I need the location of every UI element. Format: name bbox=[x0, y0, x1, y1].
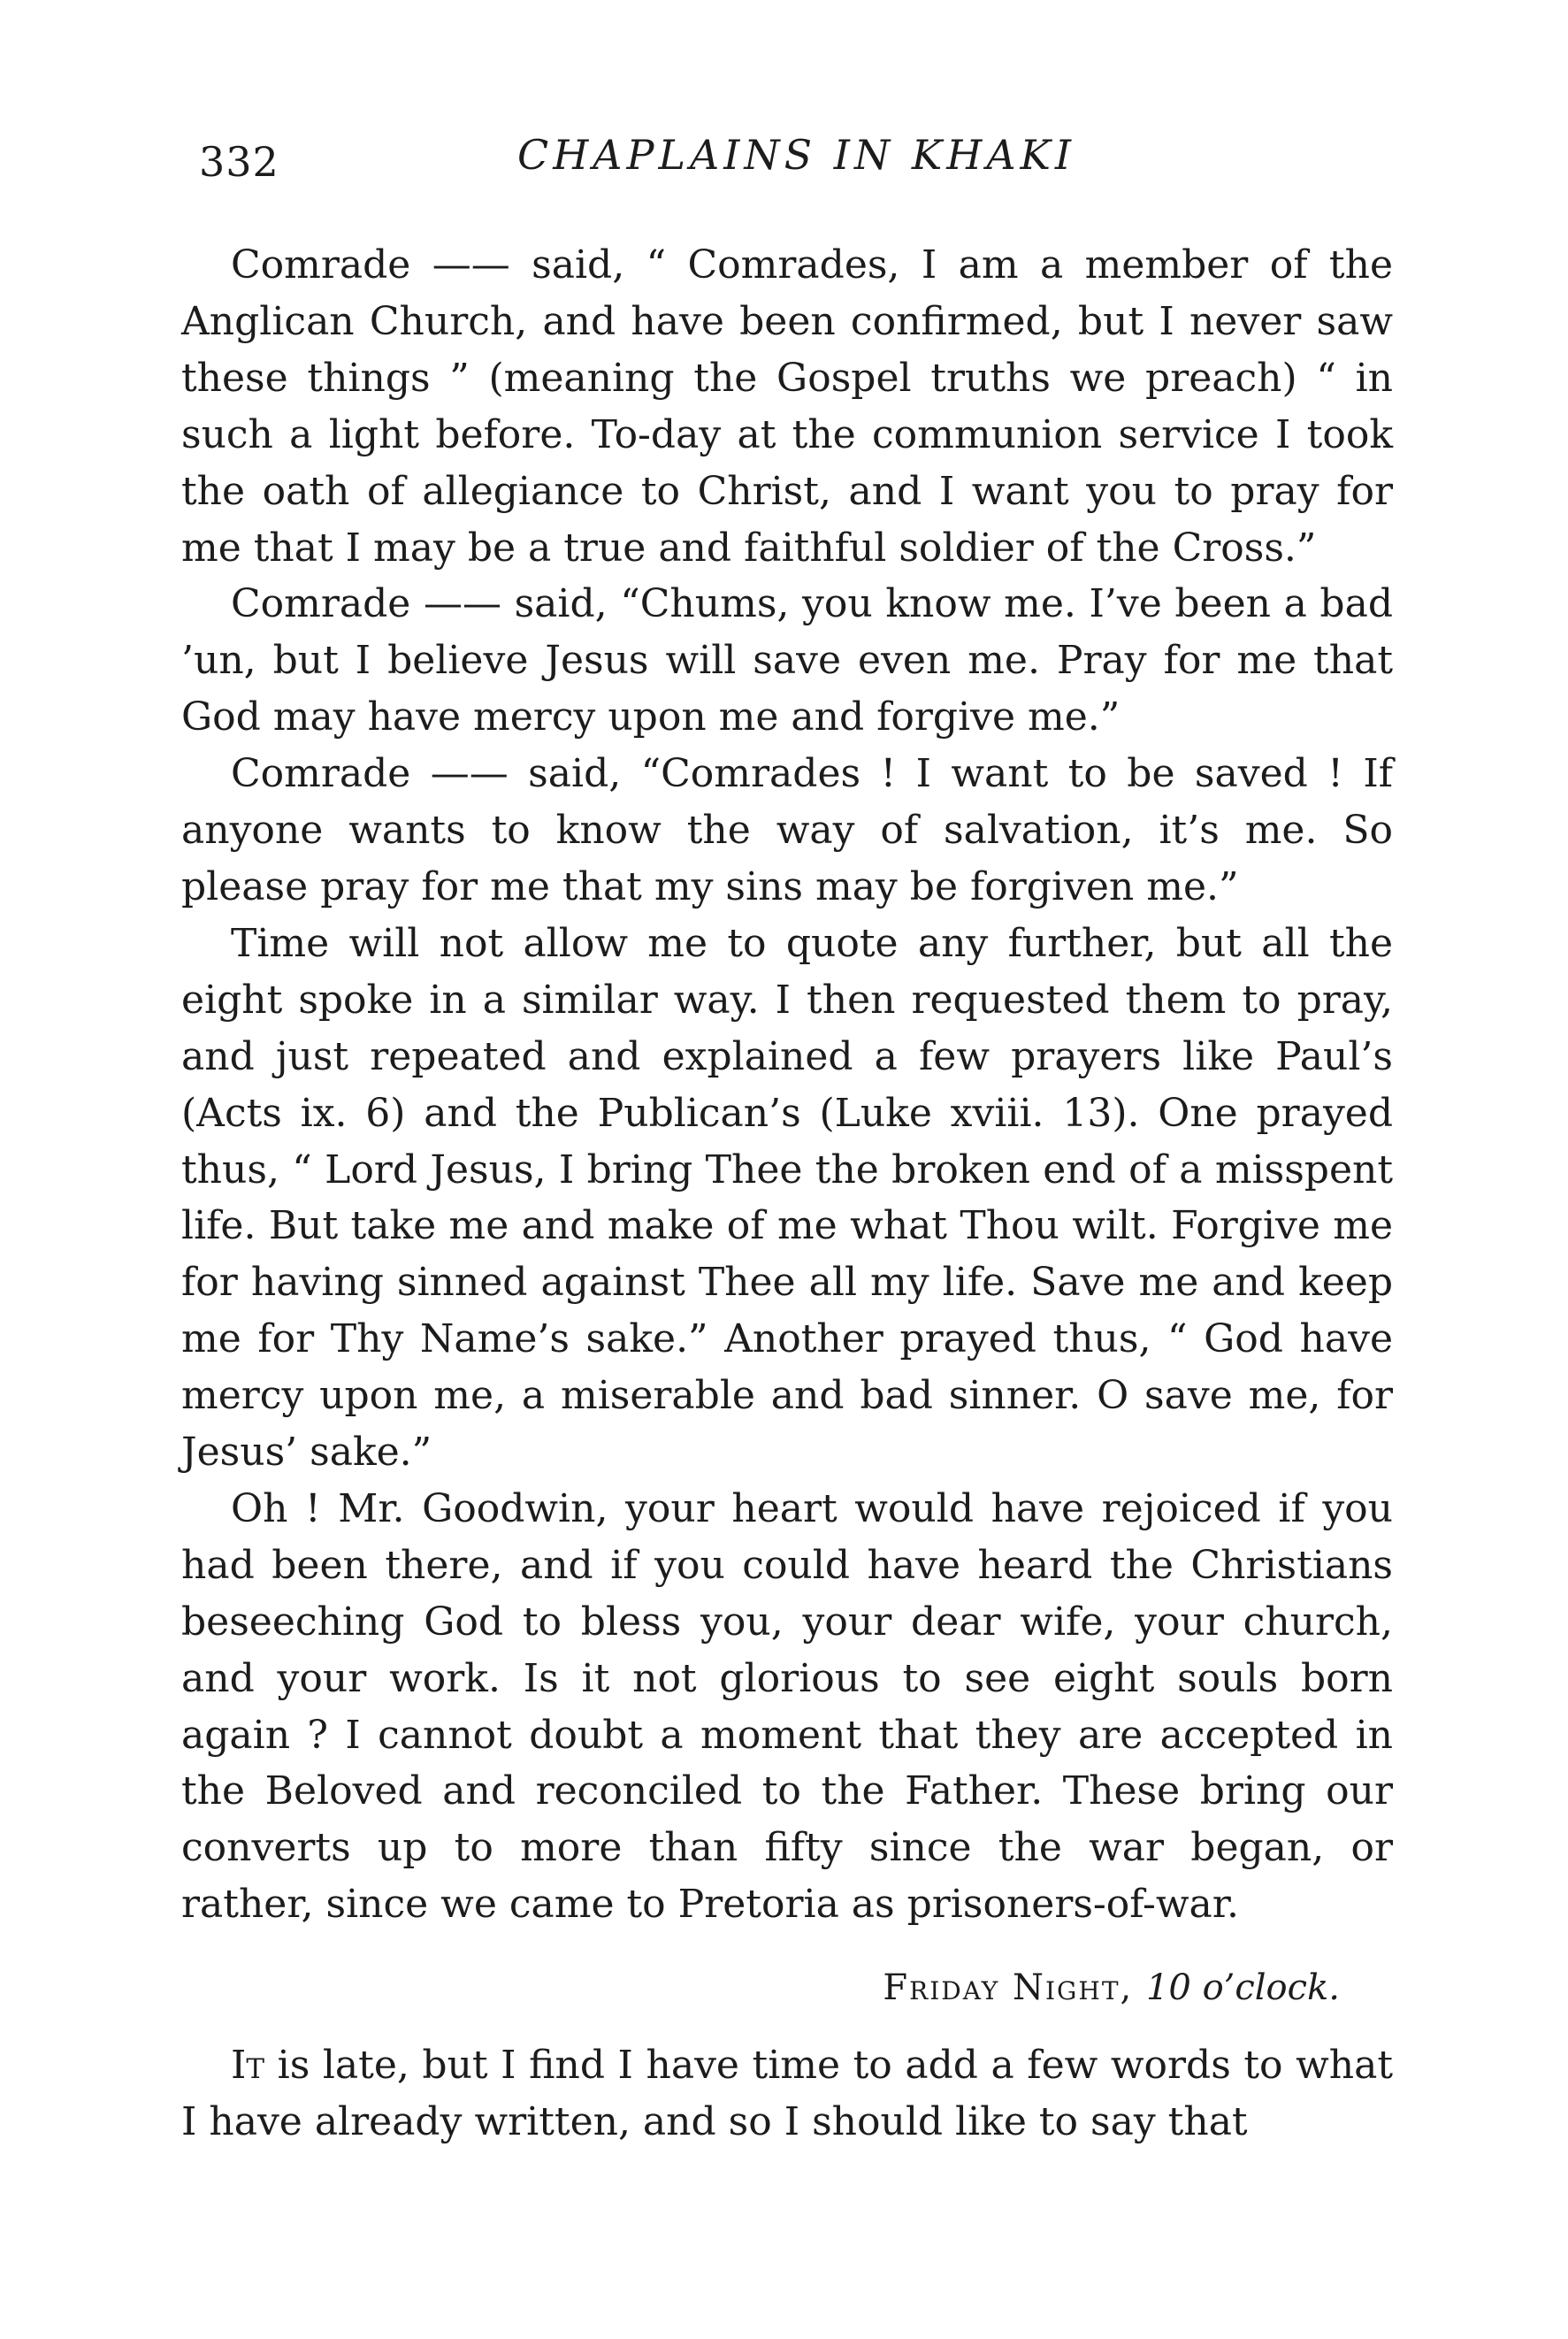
paragraph-comrade-anglican: Comrade —— said, “ Comrades, I am a member of the Anglican Church, and have been confirmed, but I never saw these things ” (meaning the Gospel truths we preach) “ in such a light before. To-day at the communion service I took the oath of allegiance to Christ, and I want you to pray for me that I may be a true and faithful soldier of the Cross.” bbox=[181, 242, 1393, 571]
page-number: 332 bbox=[199, 138, 279, 186]
paragraph-comrade-chums: Comrade —— said, “Chums, you know me. I’ve been a bad ’un, but I believe Jesus will save even me. Pray for me that God may have mercy upon me and forgive me.” bbox=[181, 581, 1393, 740]
dateline bbox=[181, 1961, 1340, 2014]
paragraph-mr-goodwin: Oh ! Mr. Goodwin, your heart would have rejoiced if you had been there, and if you could have heard the Christians beseeching God to bless you, your dear wife, your church, and your work. Is it not glorious to see eight souls born again ? I cannot doubt a moment that they are accepted in the Beloved and reconciled to the Father. These bring our converts up to more than fifty since the war began, or rather, since we came to Pretoria as prisoners-of-war. bbox=[181, 1485, 1393, 1928]
running-title: CHAPLAINS IN KHAKI bbox=[517, 131, 1076, 179]
paragraph-lead-word: It bbox=[231, 2043, 265, 2089]
paragraph-comrade-saved: Comrade —— said, “Comrades ! I want to be saved ! If anyone wants to know the way of salvation, it’s me. So please pray for me that my sins may be forgiven me.” bbox=[181, 751, 1393, 909]
dateline-time: 10 o’clock. bbox=[1145, 1967, 1340, 2009]
dateline-day: Friday Night, bbox=[883, 1967, 1134, 2009]
paragraph-late-note bbox=[181, 2037, 1393, 2151]
paragraph-prayers: Time will not allow me to quote any further, but all the eight spoke in a similar way. I then requested them to pray, and just repeated and explained a few prayers like Paul’s (Acts ix. 6) and the Publican’s (Luke xviii. 13). One prayed thus, “ Lord Jesus, I bring Thee the broken end of a misspent life. But take me and make of me what Thou wilt. Forgive me for having sinned against Thee all my life. Save me and keep me for Thy Name’s sake.” Another prayed thus, “ God have mercy upon me, a miserable and bad sinner. O save me, for Jesus’ sake.” bbox=[181, 920, 1393, 1476]
running-head bbox=[181, 131, 1393, 193]
book-page bbox=[181, 131, 1393, 2151]
paragraph-late-note-text: is late, but I find I have time to add a few words to what I have already written, and so I should like to say that bbox=[181, 2043, 1393, 2145]
